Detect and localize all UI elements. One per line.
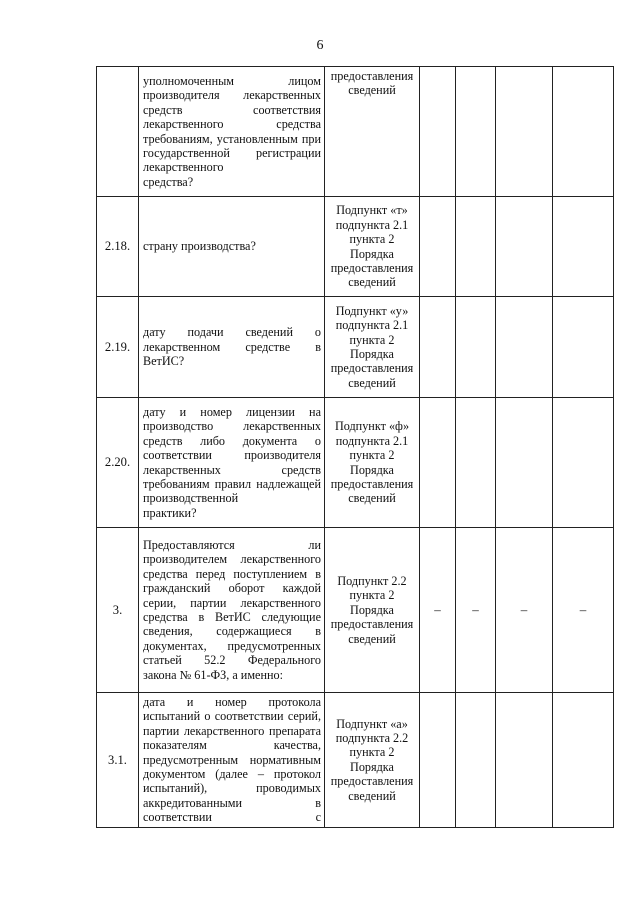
question-line: документах, предусмотренных (143, 638, 321, 653)
page-number: 6 (316, 38, 324, 53)
source-line: Подпункт «а» (336, 716, 408, 731)
answer-cell (496, 297, 553, 398)
source-line: пункта 2 (349, 448, 395, 463)
question-line: гражданский оборот каждой (143, 581, 321, 596)
source-line: сведений (348, 375, 396, 390)
row-number: 2.19. (97, 297, 139, 398)
source-line: предоставления (330, 69, 414, 83)
source-line: сведений (348, 788, 396, 803)
answer-cell: – (496, 528, 553, 693)
row-number: 2.18. (97, 197, 139, 297)
question-cell (139, 693, 325, 828)
question-line: при государственной (143, 131, 321, 160)
answer-cell: – (456, 528, 496, 693)
answer-cell (420, 297, 456, 398)
table-row (97, 528, 614, 693)
question-line: средств либо документа о (143, 433, 321, 448)
question-line: испытаний о соответствии (143, 709, 284, 724)
question-line: лекарственном средстве в (143, 339, 321, 354)
question-line-last: практики? (143, 505, 197, 520)
source-line: Порядка (350, 462, 394, 477)
source-line: Порядка (350, 347, 394, 361)
source-line: подпункта 2.2 (335, 731, 409, 746)
source-line: пункта 2 (349, 232, 395, 247)
table-row (97, 398, 614, 528)
source-line: пункта 2 (349, 745, 395, 760)
source-reference-cell (325, 528, 420, 693)
answer-cell (420, 197, 456, 297)
answer-cell (553, 67, 614, 197)
question-line: средств соответствия (143, 102, 321, 117)
source-line: Порядка (350, 759, 394, 774)
question-line: средства в ВетИС следующие (143, 610, 321, 624)
question-line: требованиям, установленным (143, 131, 298, 146)
table-row (97, 693, 614, 828)
answer-cell (456, 297, 496, 398)
source-line: Подпункт «у» (335, 303, 409, 318)
question-line: требованиям правил (143, 476, 252, 491)
source-reference-cell (325, 693, 420, 828)
question-line: производство лекарственных (143, 419, 321, 434)
answer-cell (496, 398, 553, 528)
source-line: предоставления (330, 617, 414, 632)
source-line: предоставления (330, 260, 414, 275)
question-line: соответствии с (143, 810, 321, 825)
question-line: лекарственного средства (143, 117, 321, 132)
answer-cell: – (420, 528, 456, 693)
question-line: уполномоченным лицом (143, 73, 321, 88)
answer-cell (420, 67, 456, 197)
question-cell (139, 197, 325, 297)
source-line: Подпункт «т» (336, 203, 408, 218)
source-line: предоставления (330, 476, 414, 491)
source-line: пункта 2 (349, 588, 395, 603)
question-line-last: закона № 61-ФЗ, а именно: (143, 667, 283, 682)
table-row (97, 297, 614, 398)
row-number (97, 67, 139, 197)
question-line: дату и номер лицензии на (143, 404, 321, 419)
question-line: дату подачи сведений о (143, 325, 321, 340)
source-line: Подпункт 2.2 (337, 573, 407, 588)
source-line: сведений (348, 631, 396, 646)
source-line: сведений (348, 275, 396, 290)
source-reference-cell (325, 67, 420, 197)
source-line: Подпункт «ф» (334, 419, 410, 434)
source-line: подпункта 2.1 (335, 217, 409, 232)
question-line: производителем лекарственного (143, 552, 321, 567)
row-number: 3.1. (97, 693, 139, 828)
question-line-last: средства? (143, 174, 194, 189)
checklist-table (96, 66, 614, 828)
question-line: лекарственных средств (143, 462, 321, 477)
question-line: производителя лекарственных (143, 88, 321, 103)
answer-cell (496, 197, 553, 297)
question-line: сведения, содержащиеся в (143, 624, 321, 639)
question-line: предусмотренным нормативным (143, 752, 321, 767)
source-reference-cell (325, 398, 420, 528)
question-cell (139, 297, 325, 398)
question-line: документом (далее – протокол (143, 767, 321, 782)
question-line: регистрации лекарственного (143, 145, 321, 175)
answer-cell (420, 693, 456, 828)
source-line: подпункта 2.1 (335, 433, 409, 448)
answer-cell (456, 67, 496, 197)
source-line: Порядка (350, 246, 394, 261)
question-line: испытаний), проводимых (143, 781, 321, 796)
question-cell (139, 528, 325, 693)
answer-cell (553, 693, 614, 828)
source-reference-cell (325, 197, 420, 297)
question-line: соответствии производителя (143, 448, 321, 463)
row-number: 3. (97, 528, 139, 693)
source-reference-cell (325, 297, 420, 398)
source-line: Порядка (350, 602, 394, 617)
question-line: серии, партии лекарственного (143, 595, 321, 610)
source-line: сведений (348, 83, 396, 98)
question-line: надлежащей производственной (143, 476, 321, 506)
question-cell (139, 67, 325, 197)
source-line: пункта 2 (349, 332, 395, 347)
question-line-last: страну производства? (143, 239, 256, 254)
question-line: дата и номер протокола (143, 695, 321, 709)
table-row (97, 67, 614, 197)
table-row (97, 197, 614, 297)
answer-cell (553, 297, 614, 398)
answer-cell (456, 693, 496, 828)
answer-cell (420, 398, 456, 528)
answer-cell (456, 197, 496, 297)
question-line-last: ВетИС? (143, 354, 185, 369)
question-line: аккредитованными в (143, 795, 321, 810)
answer-cell (496, 67, 553, 197)
answer-cell (553, 197, 614, 297)
question-line: средства перед поступлением в (143, 566, 321, 581)
source-line: подпункта 2.1 (335, 318, 409, 333)
answer-cell (496, 693, 553, 828)
row-number: 2.20. (97, 398, 139, 528)
source-line: предоставления (330, 774, 414, 789)
source-line: предоставления (330, 361, 414, 376)
source-line: сведений (348, 491, 396, 506)
answer-cell (553, 398, 614, 528)
question-line: статьей 52.2 Федерального (143, 653, 321, 668)
question-line: Предоставляются ли (143, 537, 321, 552)
question-line: препарата показателям качества, (143, 723, 321, 753)
question-line: серий, партии лекарственного (143, 709, 321, 738)
question-cell (139, 398, 325, 528)
answer-cell: – (553, 528, 614, 693)
answer-cell (456, 398, 496, 528)
